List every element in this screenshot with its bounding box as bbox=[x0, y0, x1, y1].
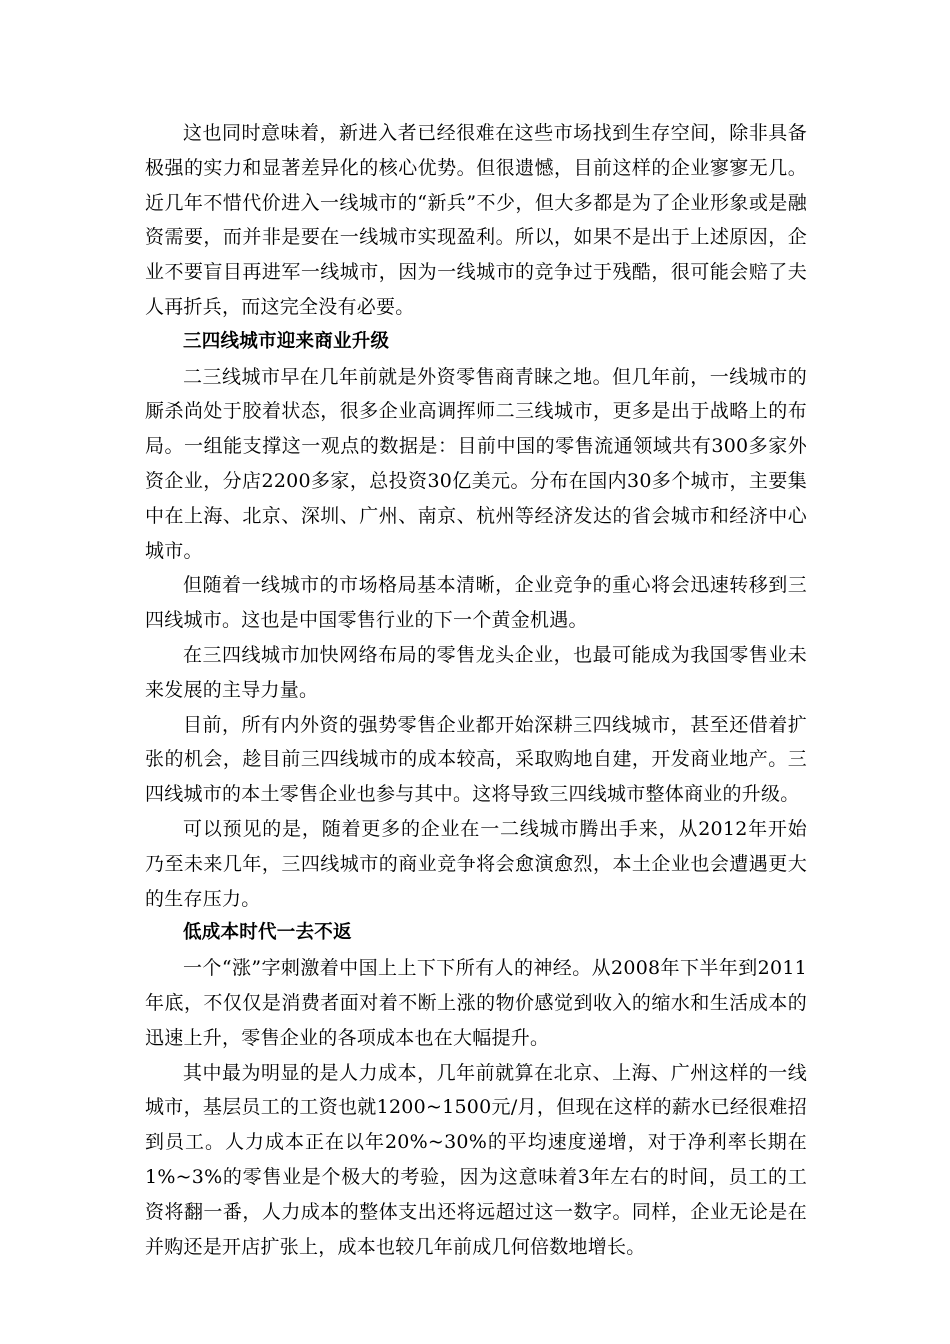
paragraph: 可以预见的是，随着更多的企业在一二线城市腾出手来，从2012年开始乃至未来几年，三四线城市的商业竞争将会愈演愈烈，本土企业也会遭遇更大的生存压力。 bbox=[145, 817, 807, 910]
paragraph: 一个“涨”字刺激着中国上上下下所有人的神经。从2008年下半年到2011年底，不仅仅是消费者面对着不断上涨的物价感觉到收入的缩水和生活成本的迅速上升，零售企业的各项成本也在大幅提升。 bbox=[145, 957, 807, 1049]
paragraph: 这也同时意味着，新进入者已经很难在这些市场找到生存空间，除非具备极强的实力和显著差异化的核心优势。但很遗憾，目前这样的企业寥寥无几。近几年不惜代价进入一线城市的“新兵”不少，但大多都是为了企业形象或是融资需要，而并非是要在一线城市实现盈利。所以，如果不是出于上述原因，企业不要盲目再进军一线城市，因为一线城市的竞争过于残酷，很可能会赔了夫人再折兵，而这完全没有必要。 bbox=[145, 122, 807, 318]
paragraph: 在三四线城市加快网络布局的零售龙头企业，也最可能成为我国零售业未来发展的主导力量。 bbox=[145, 643, 807, 701]
paragraph: 其中最为明显的是人力成本，几年前就算在北京、上海、广州这样的一线城市，基层员工的工资也就1200~1500元/月，但现在这样的薪水已经很难招到员工。人力成本正在以年20%~30%的平均速度递增，对于净利率长期在1%~3%的零售业是个极大的考验，因为这意味着3年左右的时间，员工的工资将翻一番，人力成本的整体支出还将远超过这一数字。同样，企业无论是在并购还是开店扩张上，成本也较几年前成几何倍数地增长。 bbox=[145, 1061, 807, 1258]
paragraph: 二三线城市早在几年前就是外资零售商青睐之地。但几年前，一线城市的厮杀尚处于胶着状态，很多企业高调挥师二三线城市，更多是出于战略上的布局。一组能支撑这一观点的数据是：目前中国的零售流通领域共有300多家外资企业，分店2200多家，总投资30亿美元。分布在国内30多个城市，主要集中在上海、北京、深圳、广州、南京、杭州等经济发达的省会城市和经济中心城市。 bbox=[145, 365, 807, 562]
section-heading: 三四线城市迎来商业升级 bbox=[183, 330, 390, 352]
document-page bbox=[145, 116, 807, 1264]
paragraph: 目前，所有内外资的强势零售企业都开始深耕三四线城市，甚至还借着扩张的机会，趁目前三四线城市的成本较高，采取购地自建，开发商业地产。三四线城市的本土零售企业也参与其中。这将导致三四线城市整体商业的升级。 bbox=[145, 713, 807, 806]
paragraph: 但随着一线城市的市场格局基本清晰，企业竞争的重心将会迅速转移到三四线城市。这也是中国零售行业的下一个黄金机遇。 bbox=[145, 574, 807, 632]
section-heading: 低成本时代一去不返 bbox=[183, 922, 352, 944]
